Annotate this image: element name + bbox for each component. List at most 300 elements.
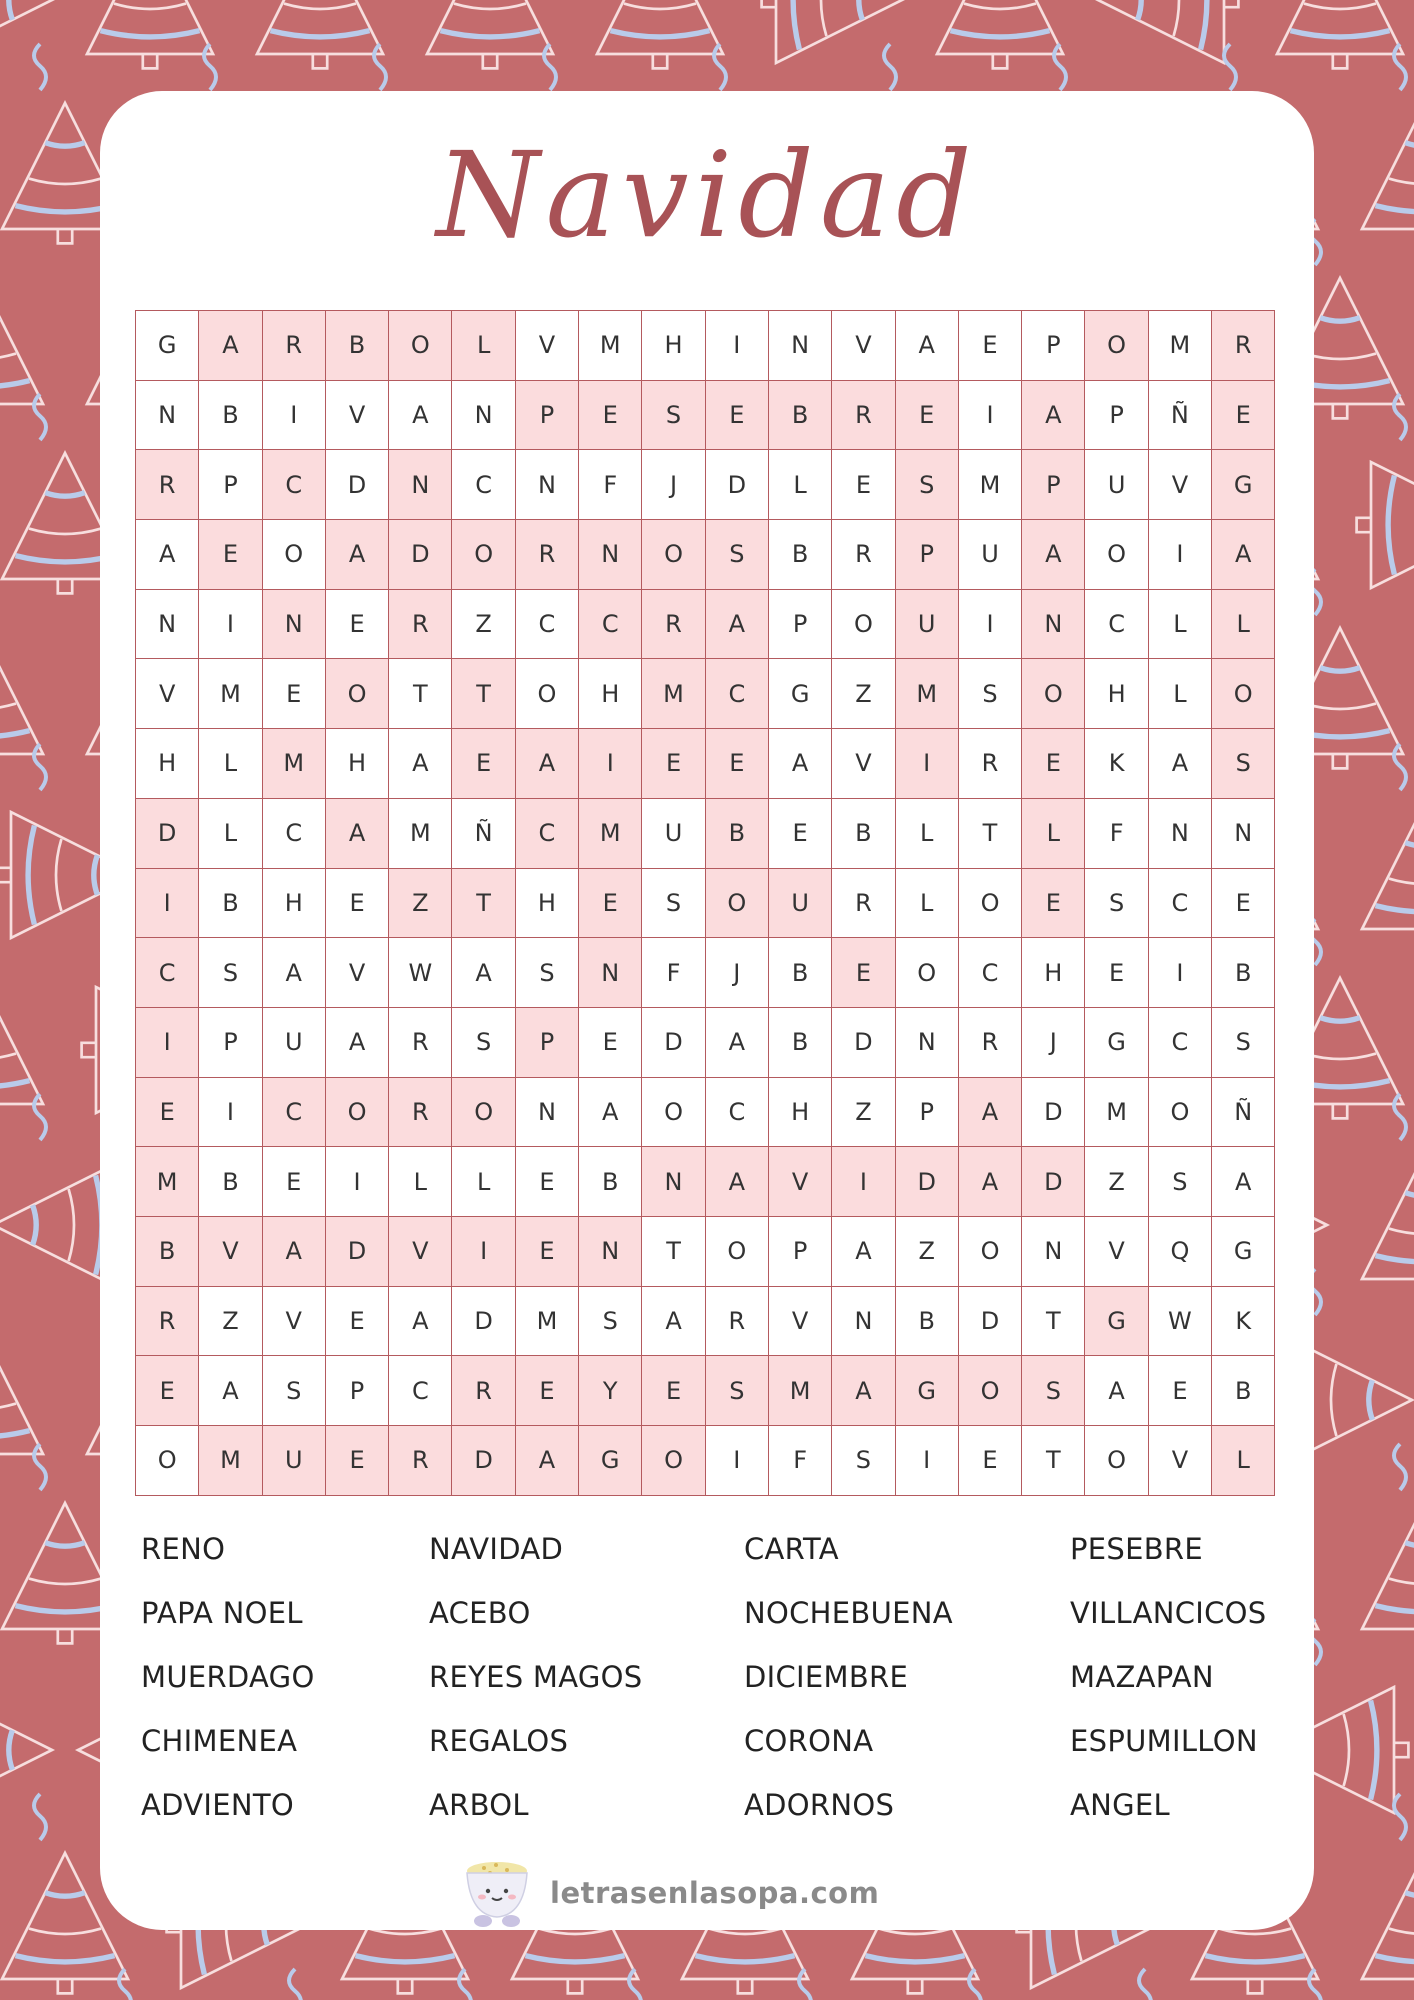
grid-cell[interactable]: R xyxy=(263,311,326,381)
grid-cell[interactable]: N xyxy=(896,1008,959,1078)
grid-cell[interactable]: M xyxy=(263,729,326,799)
grid-cell[interactable]: P xyxy=(769,590,832,660)
grid-cell[interactable]: B xyxy=(199,1147,262,1217)
grid-cell[interactable]: A xyxy=(1022,381,1085,451)
grid-cell[interactable]: E xyxy=(326,869,389,939)
grid-cell[interactable]: W xyxy=(1149,1287,1212,1357)
grid-cell[interactable]: U xyxy=(896,590,959,660)
grid-cell[interactable]: C xyxy=(263,1078,326,1148)
grid-cell[interactable]: L xyxy=(896,799,959,869)
grid-cell[interactable]: V xyxy=(136,659,199,729)
grid-cell[interactable]: D xyxy=(136,799,199,869)
grid-cell[interactable]: O xyxy=(1085,311,1148,381)
grid-cell[interactable]: R xyxy=(136,1287,199,1357)
grid-cell[interactable]: D xyxy=(326,1217,389,1287)
grid-cell[interactable]: O xyxy=(959,869,1022,939)
grid-cell[interactable]: G xyxy=(1212,450,1275,520)
grid-cell[interactable]: V xyxy=(769,1287,832,1357)
grid-cell[interactable]: S xyxy=(199,938,262,1008)
grid-cell[interactable]: Z xyxy=(832,1078,895,1148)
grid-cell[interactable]: A xyxy=(136,520,199,590)
grid-cell[interactable]: N xyxy=(642,1147,705,1217)
grid-cell[interactable]: T xyxy=(452,869,515,939)
grid-cell[interactable]: O xyxy=(516,659,579,729)
grid-cell[interactable]: H xyxy=(263,869,326,939)
grid-cell[interactable]: B xyxy=(1212,1356,1275,1426)
grid-cell[interactable]: M xyxy=(769,1356,832,1426)
grid-cell[interactable]: Ñ xyxy=(1212,1078,1275,1148)
grid-cell[interactable]: V xyxy=(199,1217,262,1287)
grid-cell[interactable]: A xyxy=(1212,1147,1275,1217)
grid-cell[interactable]: D xyxy=(642,1008,705,1078)
grid-cell[interactable]: U xyxy=(263,1426,326,1496)
grid-cell[interactable]: C xyxy=(452,450,515,520)
grid-cell[interactable]: S xyxy=(263,1356,326,1426)
grid-cell[interactable]: O xyxy=(706,1217,769,1287)
grid-cell[interactable]: Q xyxy=(1149,1217,1212,1287)
grid-cell[interactable]: H xyxy=(579,659,642,729)
grid-cell[interactable]: E xyxy=(326,1426,389,1496)
grid-cell[interactable]: C xyxy=(1085,590,1148,660)
grid-cell[interactable]: N xyxy=(389,450,452,520)
grid-cell[interactable]: N xyxy=(516,1078,579,1148)
grid-cell[interactable]: U xyxy=(642,799,705,869)
grid-cell[interactable]: A xyxy=(706,590,769,660)
grid-cell[interactable]: M xyxy=(389,799,452,869)
grid-cell[interactable]: S xyxy=(516,938,579,1008)
grid-cell[interactable]: M xyxy=(1149,311,1212,381)
grid-cell[interactable]: J xyxy=(706,938,769,1008)
grid-cell[interactable]: E xyxy=(832,450,895,520)
grid-cell[interactable]: A xyxy=(389,1287,452,1357)
grid-cell[interactable]: L xyxy=(1212,590,1275,660)
grid-cell[interactable]: O xyxy=(326,659,389,729)
grid-cell[interactable]: F xyxy=(769,1426,832,1496)
grid-cell[interactable]: O xyxy=(389,311,452,381)
grid-cell[interactable]: O xyxy=(136,1426,199,1496)
grid-cell[interactable]: A xyxy=(959,1078,1022,1148)
grid-cell[interactable]: L xyxy=(1022,799,1085,869)
grid-cell[interactable]: B xyxy=(136,1217,199,1287)
grid-cell[interactable]: V xyxy=(516,311,579,381)
grid-cell[interactable]: A xyxy=(452,938,515,1008)
grid-cell[interactable]: I xyxy=(706,311,769,381)
grid-cell[interactable]: V xyxy=(832,729,895,799)
grid-cell[interactable]: A xyxy=(389,729,452,799)
grid-cell[interactable]: R xyxy=(389,1426,452,1496)
grid-cell[interactable]: E xyxy=(516,1147,579,1217)
grid-cell[interactable]: A xyxy=(1022,520,1085,590)
grid-cell[interactable]: E xyxy=(642,1356,705,1426)
grid-cell[interactable]: L xyxy=(452,1147,515,1217)
grid-cell[interactable]: O xyxy=(706,869,769,939)
grid-cell[interactable]: N xyxy=(136,381,199,451)
grid-cell[interactable]: P xyxy=(896,520,959,590)
grid-cell[interactable]: H xyxy=(136,729,199,799)
grid-cell[interactable]: R xyxy=(389,1008,452,1078)
grid-cell[interactable]: V xyxy=(1149,450,1212,520)
grid-cell[interactable]: O xyxy=(263,520,326,590)
grid-cell[interactable]: E xyxy=(1212,869,1275,939)
grid-cell[interactable]: P xyxy=(896,1078,959,1148)
grid-cell[interactable]: E xyxy=(579,1008,642,1078)
grid-cell[interactable]: M xyxy=(516,1287,579,1357)
grid-cell[interactable]: A xyxy=(579,1078,642,1148)
grid-cell[interactable]: L xyxy=(389,1147,452,1217)
grid-cell[interactable]: S xyxy=(1085,869,1148,939)
grid-cell[interactable]: D xyxy=(452,1287,515,1357)
grid-cell[interactable]: A xyxy=(769,729,832,799)
grid-cell[interactable]: U xyxy=(959,520,1022,590)
grid-cell[interactable]: R xyxy=(389,590,452,660)
grid-cell[interactable]: S xyxy=(832,1426,895,1496)
grid-cell[interactable]: E xyxy=(1212,381,1275,451)
grid-cell[interactable]: C xyxy=(263,799,326,869)
grid-cell[interactable]: A xyxy=(263,1217,326,1287)
grid-cell[interactable]: P xyxy=(1022,311,1085,381)
grid-cell[interactable]: B xyxy=(832,799,895,869)
grid-cell[interactable]: A xyxy=(199,311,262,381)
grid-cell[interactable]: B xyxy=(896,1287,959,1357)
grid-cell[interactable]: V xyxy=(832,311,895,381)
grid-cell[interactable]: E xyxy=(1149,1356,1212,1426)
grid-cell[interactable]: E xyxy=(326,590,389,660)
grid-cell[interactable]: I xyxy=(896,1426,959,1496)
grid-cell[interactable]: G xyxy=(136,311,199,381)
grid-cell[interactable]: I xyxy=(199,1078,262,1148)
grid-cell[interactable]: P xyxy=(516,1008,579,1078)
grid-cell[interactable]: R xyxy=(389,1078,452,1148)
grid-cell[interactable]: G xyxy=(1085,1287,1148,1357)
grid-cell[interactable]: A xyxy=(326,799,389,869)
grid-cell[interactable]: O xyxy=(326,1078,389,1148)
grid-cell[interactable]: W xyxy=(389,938,452,1008)
grid-cell[interactable]: R xyxy=(832,520,895,590)
grid-cell[interactable]: D xyxy=(452,1426,515,1496)
grid-cell[interactable]: N xyxy=(1022,590,1085,660)
grid-cell[interactable]: O xyxy=(452,1078,515,1148)
grid-cell[interactable]: V xyxy=(1085,1217,1148,1287)
grid-cell[interactable]: A xyxy=(1212,520,1275,590)
grid-cell[interactable]: E xyxy=(136,1356,199,1426)
grid-cell[interactable]: E xyxy=(263,1147,326,1217)
grid-cell[interactable]: A xyxy=(832,1217,895,1287)
grid-cell[interactable]: E xyxy=(896,381,959,451)
grid-cell[interactable]: I xyxy=(199,590,262,660)
grid-cell[interactable]: U xyxy=(769,869,832,939)
grid-cell[interactable]: I xyxy=(959,381,1022,451)
grid-cell[interactable]: A xyxy=(263,938,326,1008)
grid-cell[interactable]: L xyxy=(199,729,262,799)
grid-cell[interactable]: E xyxy=(579,381,642,451)
grid-cell[interactable]: A xyxy=(516,729,579,799)
grid-cell[interactable]: P xyxy=(516,381,579,451)
grid-cell[interactable]: O xyxy=(642,1078,705,1148)
grid-cell[interactable]: M xyxy=(199,659,262,729)
grid-cell[interactable]: A xyxy=(896,311,959,381)
grid-cell[interactable]: S xyxy=(452,1008,515,1078)
grid-cell[interactable]: I xyxy=(1149,938,1212,1008)
grid-cell[interactable]: I xyxy=(136,869,199,939)
grid-cell[interactable]: H xyxy=(769,1078,832,1148)
grid-cell[interactable]: A xyxy=(326,1008,389,1078)
grid-cell[interactable]: P xyxy=(1022,450,1085,520)
grid-cell[interactable]: E xyxy=(1022,729,1085,799)
grid-cell[interactable]: E xyxy=(769,799,832,869)
grid-cell[interactable]: B xyxy=(326,311,389,381)
grid-cell[interactable]: M xyxy=(579,799,642,869)
grid-cell[interactable]: I xyxy=(263,381,326,451)
grid-cell[interactable]: R xyxy=(452,1356,515,1426)
grid-cell[interactable]: T xyxy=(1022,1426,1085,1496)
grid-cell[interactable]: M xyxy=(896,659,959,729)
grid-cell[interactable]: D xyxy=(832,1008,895,1078)
grid-cell[interactable]: T xyxy=(1022,1287,1085,1357)
grid-cell[interactable]: I xyxy=(896,729,959,799)
grid-cell[interactable]: O xyxy=(452,520,515,590)
grid-cell[interactable]: E xyxy=(326,1287,389,1357)
grid-cell[interactable]: B xyxy=(769,520,832,590)
grid-cell[interactable]: A xyxy=(706,1147,769,1217)
grid-cell[interactable]: G xyxy=(1085,1008,1148,1078)
grid-cell[interactable]: E xyxy=(199,520,262,590)
grid-cell[interactable]: L xyxy=(1149,590,1212,660)
grid-cell[interactable]: O xyxy=(959,1356,1022,1426)
grid-cell[interactable]: A xyxy=(832,1356,895,1426)
grid-cell[interactable]: N xyxy=(579,520,642,590)
grid-cell[interactable]: G xyxy=(769,659,832,729)
grid-cell[interactable]: N xyxy=(1212,799,1275,869)
grid-cell[interactable]: D xyxy=(896,1147,959,1217)
grid-cell[interactable]: N xyxy=(136,590,199,660)
grid-cell[interactable]: C xyxy=(1149,1008,1212,1078)
grid-cell[interactable]: C xyxy=(959,938,1022,1008)
grid-cell[interactable]: N xyxy=(452,381,515,451)
grid-cell[interactable]: S xyxy=(1212,1008,1275,1078)
grid-cell[interactable]: Y xyxy=(579,1356,642,1426)
grid-cell[interactable]: P xyxy=(199,450,262,520)
grid-cell[interactable]: I xyxy=(326,1147,389,1217)
grid-cell[interactable]: P xyxy=(1085,381,1148,451)
grid-cell[interactable]: O xyxy=(1212,659,1275,729)
grid-cell[interactable]: R xyxy=(642,590,705,660)
grid-cell[interactable]: S xyxy=(896,450,959,520)
grid-cell[interactable]: Z xyxy=(452,590,515,660)
grid-cell[interactable]: E xyxy=(832,938,895,1008)
grid-cell[interactable]: Z xyxy=(199,1287,262,1357)
grid-cell[interactable]: H xyxy=(326,729,389,799)
grid-cell[interactable]: S xyxy=(706,520,769,590)
grid-cell[interactable]: R xyxy=(959,729,1022,799)
grid-cell[interactable]: Z xyxy=(832,659,895,729)
grid-cell[interactable]: V xyxy=(769,1147,832,1217)
grid-cell[interactable]: A xyxy=(389,381,452,451)
grid-cell[interactable]: C xyxy=(389,1356,452,1426)
grid-cell[interactable]: S xyxy=(706,1356,769,1426)
grid-cell[interactable]: L xyxy=(199,799,262,869)
grid-cell[interactable]: F xyxy=(579,450,642,520)
grid-cell[interactable]: C xyxy=(263,450,326,520)
grid-cell[interactable]: O xyxy=(832,590,895,660)
grid-cell[interactable]: I xyxy=(452,1217,515,1287)
grid-cell[interactable]: N xyxy=(1149,799,1212,869)
grid-cell[interactable]: M xyxy=(1085,1078,1148,1148)
grid-cell[interactable]: E xyxy=(642,729,705,799)
grid-cell[interactable]: A xyxy=(1085,1356,1148,1426)
grid-cell[interactable]: T xyxy=(452,659,515,729)
grid-cell[interactable]: B xyxy=(769,381,832,451)
grid-cell[interactable]: S xyxy=(1149,1147,1212,1217)
grid-cell[interactable]: N xyxy=(832,1287,895,1357)
grid-cell[interactable]: E xyxy=(263,659,326,729)
grid-cell[interactable]: H xyxy=(1022,938,1085,1008)
grid-cell[interactable]: A xyxy=(199,1356,262,1426)
grid-cell[interactable]: A xyxy=(642,1287,705,1357)
grid-cell[interactable]: Ñ xyxy=(452,799,515,869)
grid-cell[interactable]: B xyxy=(706,799,769,869)
grid-cell[interactable]: E xyxy=(516,1217,579,1287)
grid-cell[interactable]: D xyxy=(959,1287,1022,1357)
grid-cell[interactable]: Z xyxy=(389,869,452,939)
grid-cell[interactable]: U xyxy=(1085,450,1148,520)
grid-cell[interactable]: E xyxy=(1022,869,1085,939)
grid-cell[interactable]: L xyxy=(769,450,832,520)
grid-cell[interactable]: A xyxy=(326,520,389,590)
grid-cell[interactable]: M xyxy=(642,659,705,729)
grid-cell[interactable]: B xyxy=(199,381,262,451)
site-url[interactable]: letrasenlasopa.com xyxy=(550,1876,880,1910)
grid-cell[interactable]: H xyxy=(516,869,579,939)
grid-cell[interactable]: M xyxy=(959,450,1022,520)
grid-cell[interactable]: V xyxy=(326,381,389,451)
grid-cell[interactable]: B xyxy=(1212,938,1275,1008)
grid-cell[interactable]: A xyxy=(1149,729,1212,799)
grid-cell[interactable]: O xyxy=(642,1426,705,1496)
grid-cell[interactable]: V xyxy=(326,938,389,1008)
grid-cell[interactable]: M xyxy=(136,1147,199,1217)
grid-cell[interactable]: D xyxy=(1022,1147,1085,1217)
grid-cell[interactable]: C xyxy=(1149,869,1212,939)
grid-cell[interactable]: G xyxy=(896,1356,959,1426)
grid-cell[interactable]: N xyxy=(579,938,642,1008)
grid-cell[interactable]: P xyxy=(199,1008,262,1078)
grid-cell[interactable]: P xyxy=(326,1356,389,1426)
grid-cell[interactable]: C xyxy=(136,938,199,1008)
grid-cell[interactable]: R xyxy=(1212,311,1275,381)
grid-cell[interactable]: R xyxy=(832,381,895,451)
grid-cell[interactable]: S xyxy=(959,659,1022,729)
grid-cell[interactable]: Ñ xyxy=(1149,381,1212,451)
grid-cell[interactable]: G xyxy=(579,1426,642,1496)
grid-cell[interactable]: N xyxy=(579,1217,642,1287)
grid-cell[interactable]: C xyxy=(516,799,579,869)
grid-cell[interactable]: R xyxy=(516,520,579,590)
grid-cell[interactable]: O xyxy=(1085,1426,1148,1496)
grid-cell[interactable]: A xyxy=(959,1147,1022,1217)
grid-cell[interactable]: I xyxy=(136,1008,199,1078)
grid-cell[interactable]: V xyxy=(389,1217,452,1287)
grid-cell[interactable]: O xyxy=(642,520,705,590)
grid-cell[interactable]: R xyxy=(136,450,199,520)
grid-cell[interactable]: I xyxy=(1149,520,1212,590)
grid-cell[interactable]: S xyxy=(1212,729,1275,799)
grid-cell[interactable]: J xyxy=(1022,1008,1085,1078)
grid-cell[interactable]: Z xyxy=(1085,1147,1148,1217)
grid-cell[interactable]: E xyxy=(959,1426,1022,1496)
grid-cell[interactable]: H xyxy=(642,311,705,381)
grid-cell[interactable]: O xyxy=(1149,1078,1212,1148)
grid-cell[interactable]: F xyxy=(1085,799,1148,869)
grid-cell[interactable]: D xyxy=(1022,1078,1085,1148)
grid-cell[interactable]: I xyxy=(706,1426,769,1496)
grid-cell[interactable]: U xyxy=(263,1008,326,1078)
grid-cell[interactable]: O xyxy=(959,1217,1022,1287)
grid-cell[interactable]: I xyxy=(832,1147,895,1217)
grid-cell[interactable]: J xyxy=(642,450,705,520)
grid-cell[interactable]: A xyxy=(516,1426,579,1496)
grid-cell[interactable]: V xyxy=(263,1287,326,1357)
grid-cell[interactable]: N xyxy=(1022,1217,1085,1287)
grid-cell[interactable]: N xyxy=(769,311,832,381)
grid-cell[interactable]: T xyxy=(389,659,452,729)
grid-cell[interactable]: B xyxy=(579,1147,642,1217)
grid-cell[interactable]: O xyxy=(1022,659,1085,729)
grid-cell[interactable]: C xyxy=(706,1078,769,1148)
grid-cell[interactable]: E xyxy=(579,869,642,939)
grid-cell[interactable]: E xyxy=(706,729,769,799)
grid-cell[interactable]: B xyxy=(199,869,262,939)
grid-cell[interactable]: K xyxy=(1085,729,1148,799)
grid-cell[interactable]: O xyxy=(896,938,959,1008)
grid-cell[interactable]: R xyxy=(832,869,895,939)
grid-cell[interactable]: S xyxy=(642,869,705,939)
grid-cell[interactable]: R xyxy=(706,1287,769,1357)
grid-cell[interactable]: R xyxy=(959,1008,1022,1078)
grid-cell[interactable]: E xyxy=(706,381,769,451)
grid-cell[interactable]: I xyxy=(959,590,1022,660)
grid-cell[interactable]: D xyxy=(326,450,389,520)
grid-cell[interactable]: S xyxy=(1022,1356,1085,1426)
grid-cell[interactable]: E xyxy=(136,1078,199,1148)
grid-cell[interactable]: L xyxy=(1212,1426,1275,1496)
grid-cell[interactable]: S xyxy=(579,1287,642,1357)
grid-cell[interactable]: C xyxy=(579,590,642,660)
grid-cell[interactable]: E xyxy=(959,311,1022,381)
grid-cell[interactable]: H xyxy=(1085,659,1148,729)
grid-cell[interactable]: C xyxy=(516,590,579,660)
grid-cell[interactable]: C xyxy=(706,659,769,729)
grid-cell[interactable]: D xyxy=(389,520,452,590)
grid-cell[interactable]: T xyxy=(959,799,1022,869)
grid-cell[interactable]: O xyxy=(1085,520,1148,590)
grid-cell[interactable]: T xyxy=(642,1217,705,1287)
grid-cell[interactable]: I xyxy=(579,729,642,799)
grid-cell[interactable]: V xyxy=(1149,1426,1212,1496)
grid-cell[interactable]: M xyxy=(579,311,642,381)
grid-cell[interactable]: L xyxy=(896,869,959,939)
grid-cell[interactable]: E xyxy=(516,1356,579,1426)
grid-cell[interactable]: K xyxy=(1212,1287,1275,1357)
grid-cell[interactable]: E xyxy=(1085,938,1148,1008)
grid-cell[interactable]: L xyxy=(452,311,515,381)
grid-cell[interactable]: B xyxy=(769,938,832,1008)
grid-cell[interactable]: M xyxy=(199,1426,262,1496)
grid-cell[interactable]: B xyxy=(769,1008,832,1078)
grid-cell[interactable]: Z xyxy=(896,1217,959,1287)
grid-cell[interactable]: F xyxy=(642,938,705,1008)
grid-cell[interactable]: N xyxy=(263,590,326,660)
grid-cell[interactable]: G xyxy=(1212,1217,1275,1287)
